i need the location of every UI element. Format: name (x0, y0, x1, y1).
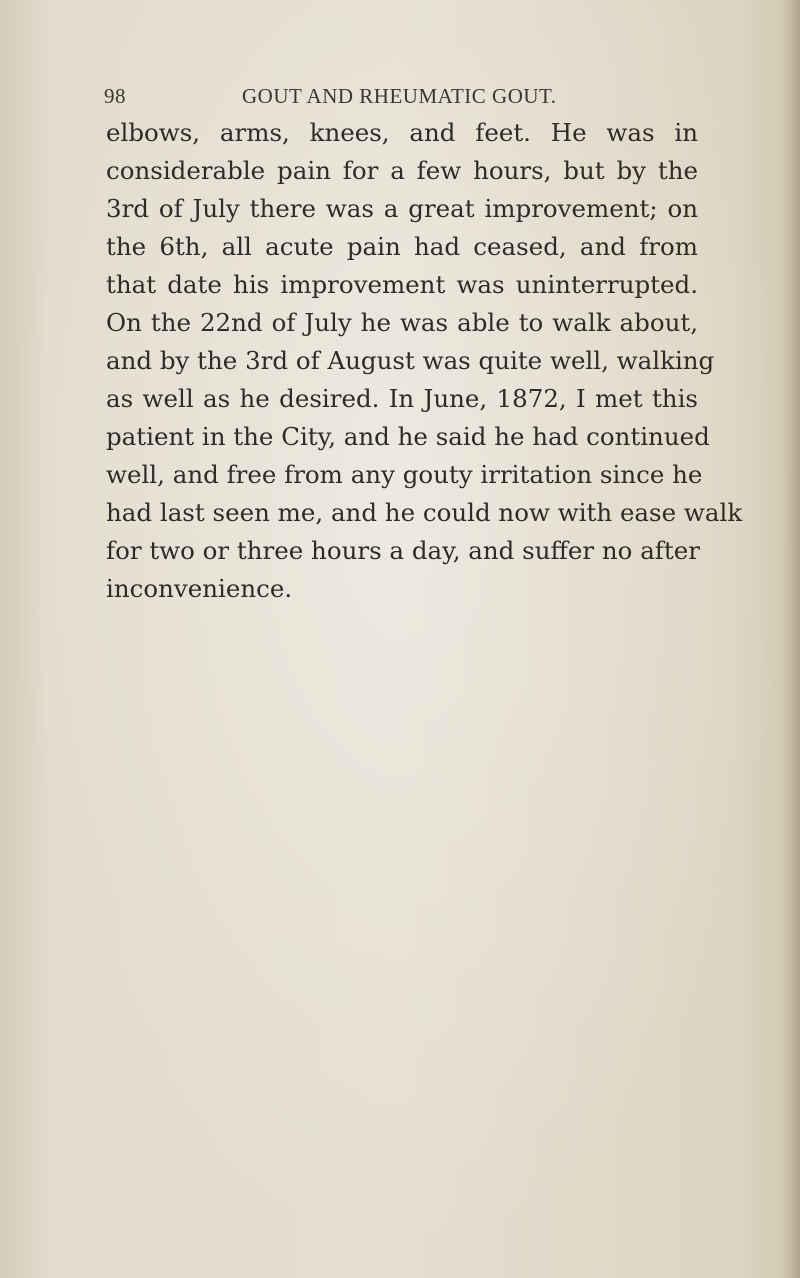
body-paragraph (106, 114, 743, 608)
page-number: 98 (104, 84, 126, 108)
text-line: had last seen me, and he could now with ease walk (106, 498, 743, 527)
text-line: as well as he desired. In June, 1872, I met this (106, 384, 698, 413)
text-line: the 6th, all acute pain had ceased, and from (106, 232, 698, 261)
text-line: On the 22nd of July he was able to walk about, (106, 308, 698, 337)
text-line: inconvenience. (106, 574, 293, 603)
page-edge-shadow (782, 0, 800, 1278)
text-line: 3rd of July there was a great improvement; on (106, 194, 698, 223)
text-line: elbows, arms, knees, and feet. He was in (106, 118, 698, 147)
text-line: and by the 3rd of August was quite well, walking (106, 346, 715, 375)
text-line: for two or three hours a day, and suffer no after (106, 536, 700, 565)
text-line: considerable pain for a few hours, but by the (106, 156, 698, 185)
text-line: that date his improvement was uninterrupted. (106, 270, 698, 299)
text-line: patient in the City, and he said he had continued (106, 422, 710, 451)
page-header (104, 84, 704, 114)
text-line: well, and free from any gouty irritation since he (106, 460, 703, 489)
running-title: GOUT AND RHEUMATIC GOUT. (242, 84, 557, 108)
